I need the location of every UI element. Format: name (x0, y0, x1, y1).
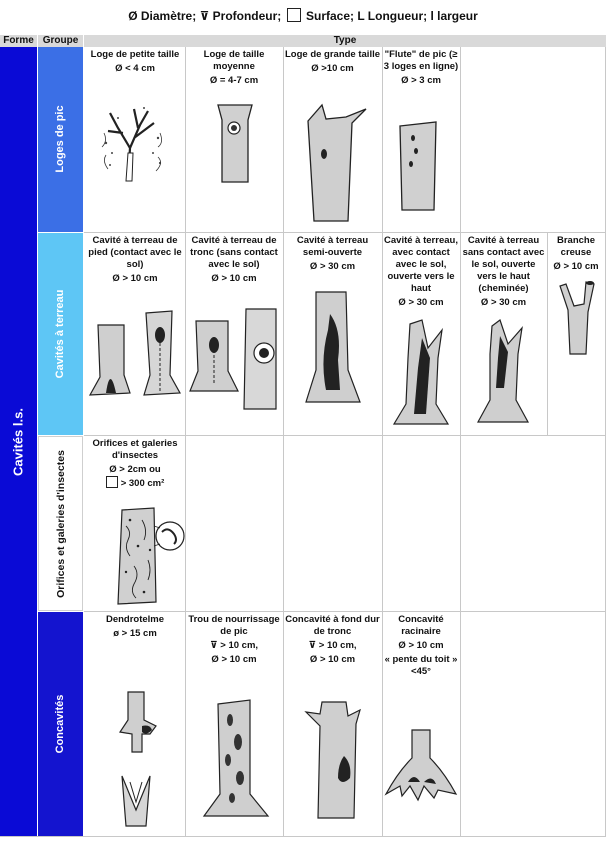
cell-measure: Ø > 3 cm (401, 75, 441, 86)
header-forme: Forme (0, 35, 37, 47)
cell-dendrotelme (86, 614, 184, 640)
grid-line (84, 435, 606, 436)
cell-terreau-semi-ouverte (284, 235, 381, 273)
group-concavites (38, 612, 83, 836)
cell-measure: Ø > 10 cm (553, 261, 599, 272)
group-terreau-label: Cavités à terreau (54, 289, 66, 379)
cell-measure-surface: > 300 cm² (120, 478, 165, 489)
forme-column (0, 47, 37, 836)
cell-measure-2: Ø > 10 cm (211, 654, 257, 665)
surface-square-icon (287, 8, 301, 22)
grid-line (0, 836, 606, 837)
legend (0, 8, 606, 23)
cell-orifices (86, 438, 184, 490)
cell-branche-creuse (548, 235, 604, 273)
cell-title: "Flute" de pic (≥ 3 loges en ligne) (383, 49, 459, 72)
hollow-branch-icon (554, 280, 599, 355)
tree-trunk-flute-icon (396, 118, 441, 213)
cell-title: Branche creuse (556, 235, 595, 258)
cell-terreau-cheminee (461, 235, 546, 309)
cell-flute-pic (383, 49, 459, 87)
cell-measure: Ø > 30 cm (480, 297, 527, 308)
group-terreau (38, 233, 83, 435)
cell-measure: ⊽ > 10 cm, (308, 640, 357, 651)
cell-measure: Ø > 30 cm (398, 297, 444, 308)
cell-terreau-ouverte-sol (383, 235, 459, 309)
legend-rest: Surface; L Longueur; l largeur (306, 9, 478, 23)
tree-semi-open-cavity-icon (302, 290, 372, 410)
cell-measure: ø > 15 cm (113, 628, 157, 639)
cell-title: Cavité à terreau de tronc (sans contact avec le sol) (190, 235, 278, 270)
cell-title: Cavité à terreau de pied (contact avec le sol) (88, 235, 182, 270)
insect-galleries-trunk-icon (104, 506, 186, 608)
cell-terreau-tronc (186, 235, 282, 285)
cell-title: Trou de nourrissage de pic (188, 614, 280, 637)
cell-title: Loge de petite taille (90, 49, 180, 60)
cell-title: Concavité racinaire (398, 614, 444, 637)
grid-line (84, 232, 606, 233)
cell-loge-grande (284, 49, 381, 75)
grid-line (460, 47, 461, 836)
root-concavity-tree-icon (384, 728, 458, 804)
cell-loge-petite (86, 49, 184, 75)
grid-line (84, 611, 606, 612)
tree-trunk-large-hole-icon (300, 101, 370, 226)
cell-title: Concavité à fond dur de tronc (285, 614, 380, 637)
cell-title: Loge de grande taille (284, 49, 381, 60)
cell-measure: Ø > 10 cm (398, 640, 444, 651)
grid-line (283, 47, 284, 836)
cell-terreau-pied (86, 235, 184, 285)
group-orifices (38, 436, 83, 611)
group-concavites-label: Concavités (54, 694, 66, 754)
grid-line (382, 47, 383, 836)
group-loges-label: Loges de pic (54, 105, 66, 173)
cell-measure: Ø < 4 cm (115, 63, 155, 74)
cell-trou-nourrissage (186, 614, 282, 666)
header-groupe: Groupe (38, 35, 83, 47)
cell-title: Cavité à terreau, avec contact avec le sol, ouverte vers le haut (384, 235, 458, 294)
cell-title: Cavité à terreau sans contact avec le sol, ouverte vers le haut (cheminée) (462, 235, 545, 294)
cell-title: Dendrotelme (105, 614, 165, 625)
cell-measure: Ø = 4-7 cm (209, 75, 259, 86)
surface-square-icon (106, 476, 118, 488)
cell-loge-moyenne (186, 49, 282, 87)
cell-measure: Ø >10 cm (311, 63, 354, 74)
cell-measure: Ø > 30 cm (309, 261, 356, 272)
cell-measure-2: Ø > 10 cm (309, 654, 356, 665)
feeding-hole-trunk-icon (198, 698, 273, 822)
cell-title: Orifices et galeries d'insectes (92, 438, 178, 461)
grid-line (185, 47, 186, 836)
tree-chimney-cavity-icon (470, 318, 540, 428)
cell-concavite-racinaire (383, 614, 459, 678)
cell-measure-2: « pente du toit » <45° (384, 654, 458, 677)
hard-bottom-concavity-trunk-icon (302, 700, 366, 820)
cell-measure: Ø > 2cm ou (109, 464, 161, 475)
header-type: Type (84, 35, 606, 47)
group-orifices-label: Orifices et galeries d'insectes (55, 450, 67, 598)
cell-measure: Ø > 10 cm (112, 273, 158, 284)
cell-title: Loge de taille moyenne (203, 49, 265, 72)
tree-trunk-hole-icon (212, 100, 257, 185)
small-tree-icon (98, 103, 168, 183)
legend-depth: ⊽ Profondeur; (199, 9, 282, 23)
cell-measure: Ø > 10 cm (211, 273, 257, 284)
tree-open-top-cavity-icon (388, 318, 458, 428)
tree-base-cavity-icon (88, 305, 183, 400)
cell-concavite-fond-dur (284, 614, 381, 666)
group-loges (38, 47, 83, 232)
tree-trunk-cavity-icon (188, 305, 282, 415)
dendrotelme-tree-icon (110, 690, 170, 830)
cell-measure: ⊽ > 10 cm, (209, 640, 259, 651)
legend-diameter: Ø Diamètre; (128, 9, 197, 23)
cell-title: Cavité à terreau semi-ouverte (296, 235, 369, 258)
forme-label: Cavités l.s. (10, 408, 26, 476)
